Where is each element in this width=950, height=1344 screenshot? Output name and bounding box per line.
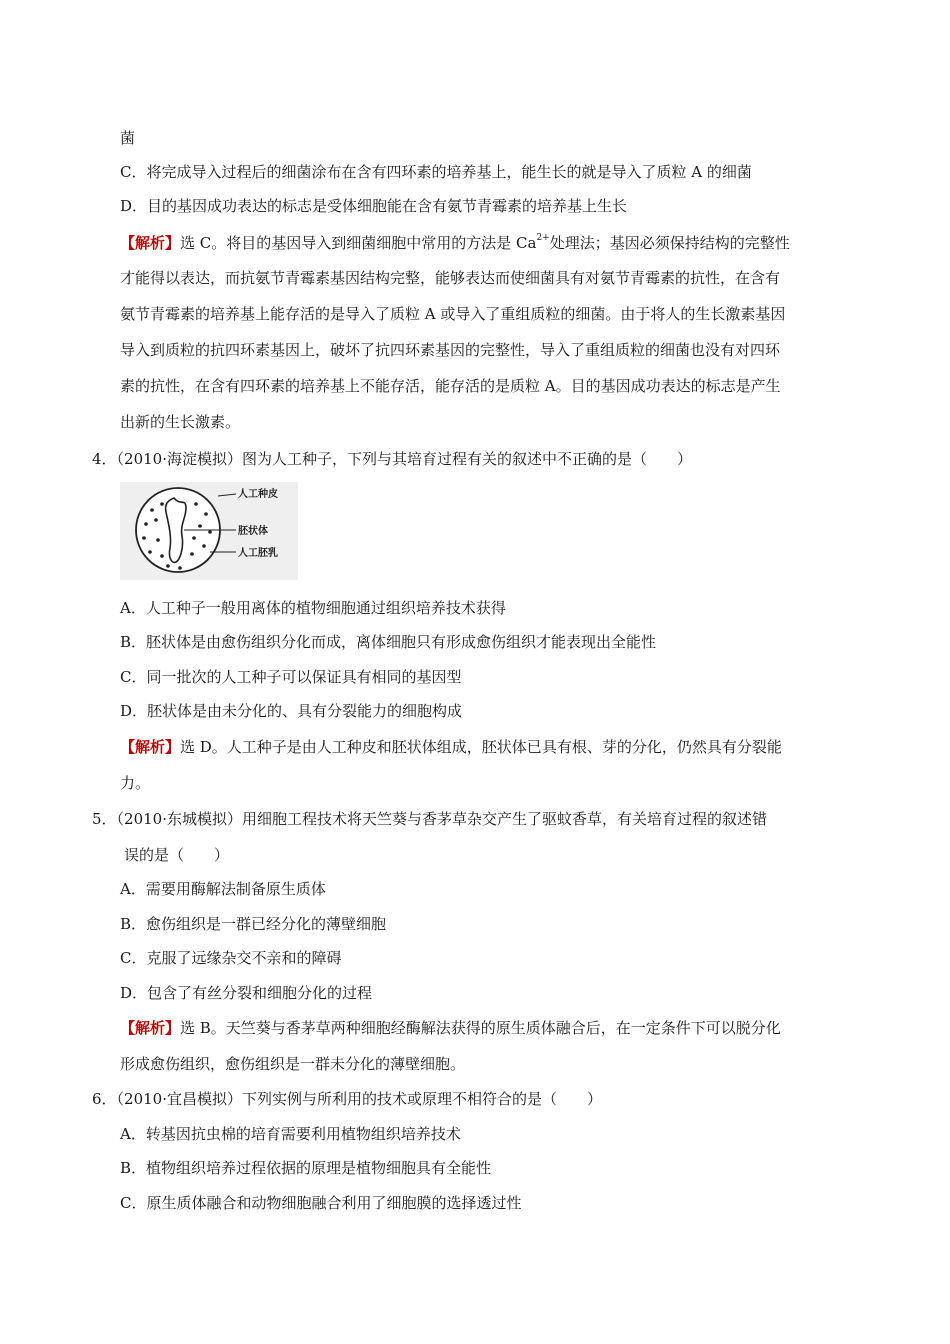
- analysis-text: 选 B。天竺葵与香茅草两种细胞经酶解法获得的原生质体融合后，在一定条件下可以脱分化: [180, 1019, 781, 1037]
- analysis-text: 选 C。将目的基因导入到细菌细胞中常用的方法是 Ca: [180, 234, 537, 252]
- artificial-seed-diagram: [120, 482, 298, 580]
- option-d-q5: D．包含了有丝分裂和细胞分化的过程: [120, 984, 373, 1002]
- analysis-q4-line1: [120, 737, 782, 757]
- analysis-q3-line1: [120, 233, 790, 253]
- text-line: 菌: [120, 129, 136, 147]
- label-seed-coat: 人工种皮: [238, 489, 278, 500]
- analysis-tag: 【解析】: [120, 234, 181, 252]
- option-b-q5: B．愈伤组织是一群已经分化的薄壁细胞: [120, 915, 387, 933]
- option-a-q5: A．需要用酶解法制备原生质体: [120, 880, 326, 898]
- option-d-q4: D．胚状体是由未分化的、具有分裂能力的细胞构成: [120, 702, 463, 720]
- analysis-tag: 【解析】: [120, 1019, 181, 1037]
- analysis-q3-line6: 出新的生长激素。: [120, 413, 241, 431]
- analysis-q4-line2: 力。: [120, 774, 151, 792]
- analysis-tag: 【解析】: [120, 738, 181, 756]
- option-a-q4: A．人工种子一般用离体的植物细胞通过组织培养技术获得: [120, 599, 506, 617]
- option-c-q5: C．克服了远缘杂交不亲和的障碍: [120, 949, 342, 967]
- analysis-q3-line4: 导入到质粒的抗四环素基因上，破坏了抗四环素基因的完整性，导入了重组质粒的细菌也没有对四环: [120, 341, 781, 359]
- label-embryoid: 胚状体: [238, 526, 268, 537]
- analysis-text: 选 D。人工种子是由人工种皮和胚状体组成，胚状体已具有根、芽的分化，仍然具有分裂能: [180, 738, 782, 756]
- analysis-q3-line5: 素的抗性，在含有四环素的培养基上不能存活，能存活的是质粒 A。目的基因成功表达的标志是产生: [120, 377, 781, 395]
- option-b-q6: B．植物组织培养过程依据的原理是植物细胞具有全能性: [120, 1159, 492, 1177]
- artificial-seed-figure: [120, 482, 298, 580]
- question-5-line1: 5．（2010·东城模拟）用细胞工程技术将天竺葵与香茅草杂交产生了驱蚊香草，有关培育过程的叙述错: [92, 810, 767, 828]
- option-c-q3: C．将完成导入过程后的细菌涂布在含有四环素的培养基上，能生长的就是导入了质粒 A 的细菌: [120, 163, 752, 181]
- question-5-line2: 误的是（ ）: [124, 846, 230, 864]
- label-endosperm: 人工胚乳: [238, 548, 278, 559]
- analysis-q3-line2: 才能得以表达，而抗氨节青霉素基因结构完整，能够表达而使细菌具有对氨节青霉素的抗性，在含有: [120, 269, 781, 287]
- analysis-text: 处理法；基因必须保持结构的完整性: [549, 234, 790, 252]
- question-6: 6．（2010·宜昌模拟）下列实例与所利用的技术或原理不相符合的是（ ）: [92, 1090, 602, 1108]
- option-c-q4: C．同一批次的人工种子可以保证具有相同的基因型: [120, 668, 462, 686]
- superscript-charge: 2+: [536, 233, 550, 243]
- option-b-q4: B．胚状体是由愈伤组织分化而成，离体细胞只有形成愈伤组织才能表现出全能性: [120, 633, 657, 651]
- analysis-q5-line2: 形成愈伤组织，愈伤组织是一群未分化的薄壁细胞。: [120, 1055, 466, 1073]
- analysis-q3-line3: 氨节青霉素的培养基上能存活的是导入了质粒 A 或导入了重组质粒的细菌。由于将人的生长激素基因: [120, 305, 786, 323]
- analysis-q5-line1: [120, 1018, 781, 1038]
- option-d-q3: D．目的基因成功表达的标志是受体细胞能在含有氨节青霉素的培养基上生长: [120, 197, 628, 215]
- option-a-q6: A．转基因抗虫棉的培育需要利用植物组织培养技术: [120, 1125, 461, 1143]
- option-c-q6: C．原生质体融合和动物细胞融合利用了细胞膜的选择透过性: [120, 1194, 522, 1212]
- question-4: 4．（2010·海淀模拟）图为人工种子，下列与其培育过程有关的叙述中不正确的是（ ）: [92, 450, 692, 468]
